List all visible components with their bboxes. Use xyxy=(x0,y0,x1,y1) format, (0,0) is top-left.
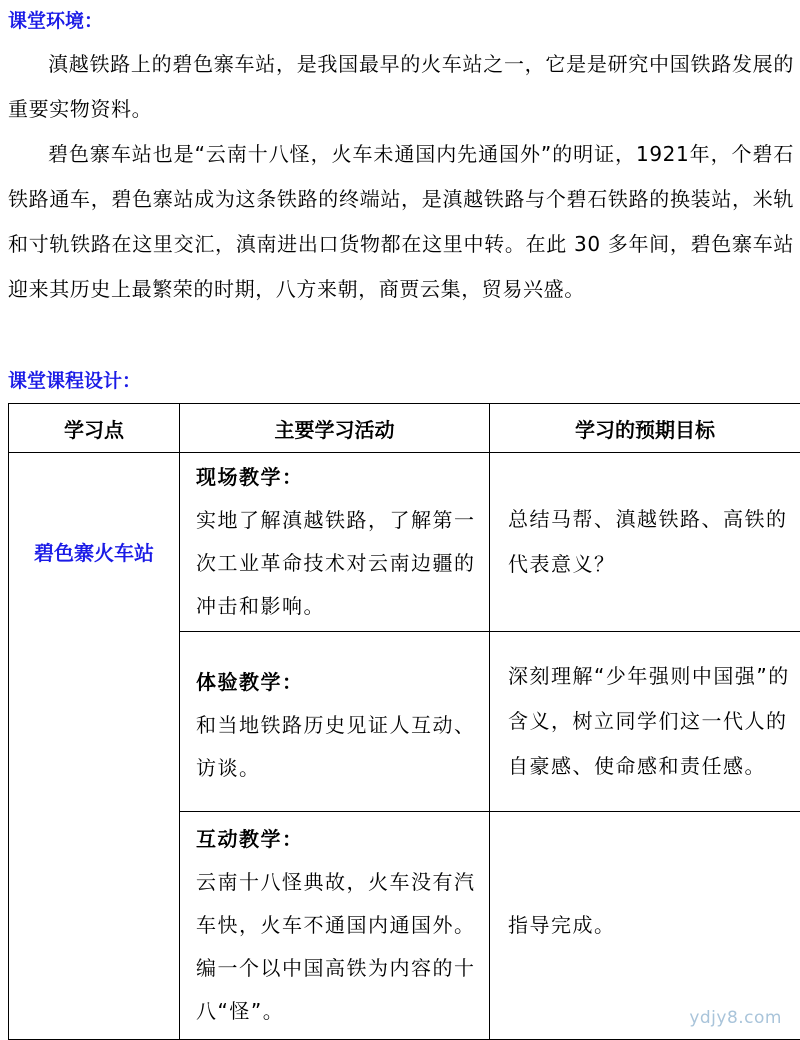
activity-text: 和当地铁路历史见证人互动、访谈。 xyxy=(196,713,476,780)
activity-text: 实地了解滇越铁路，了解第一次工业革命技术对云南边疆的冲击和影响。 xyxy=(196,508,476,618)
watermark: ydjy8.com xyxy=(689,1008,782,1028)
activity-cell xyxy=(180,453,490,632)
course-design-table xyxy=(8,403,800,1040)
goal-text: 深刻理解“少年强则中国强”的含义，树立同学们这一代人的自豪感、使命感和责任感。 xyxy=(508,664,790,778)
goal-text: 指导完成。 xyxy=(508,913,616,937)
activity-title: 互动教学： xyxy=(196,818,481,861)
table-header-row xyxy=(9,404,800,453)
learning-point-cell xyxy=(9,453,180,1040)
env-paragraph-2: 碧色寨车站也是“云南十八怪，火车未通国内先通国外”的明证，1921年，个碧石铁路通车，碧色寨站成为这条铁路的终端站，是滇越铁路与个碧石铁路的换装站，米轨和寸轨铁路在这里交汇，滇南进出口货物都在这里中转。在此 30 多年间，碧色寨车站迎来其历史上最繁荣的时期，八方来朝，商贾云集，贸易兴盛。 xyxy=(8,132,794,312)
activity-text: 云南十八怪典故，火车没有汽车快，火车不通国内通国外。编一个以中国高铁为内容的十八“怪”。 xyxy=(196,870,476,1023)
header-learning-point: 学习点 xyxy=(9,404,180,453)
activity-title: 体验教学： xyxy=(196,661,481,704)
goal-cell xyxy=(490,453,800,632)
goal-text: 总结马帮、滇越铁路、高铁的代表意义？ xyxy=(508,507,788,576)
learning-point-label: 碧色寨火车站 xyxy=(34,541,154,565)
activity-cell xyxy=(180,632,490,812)
header-expected-goal: 学习的预期目标 xyxy=(490,404,800,453)
table-row xyxy=(9,453,800,632)
design-heading: 课堂课程设计： xyxy=(8,366,141,393)
activity-title: 现场教学： xyxy=(196,456,481,499)
activity-cell xyxy=(180,812,490,1040)
goal-cell xyxy=(490,812,800,1040)
goal-cell xyxy=(490,632,800,812)
header-main-activity: 主要学习活动 xyxy=(180,404,490,453)
env-heading: 课堂环境： xyxy=(8,6,103,33)
env-paragraph-1: 滇越铁路上的碧色寨车站，是我国最早的火车站之一，它是是研究中国铁路发展的重要实物资料。 xyxy=(8,42,794,132)
